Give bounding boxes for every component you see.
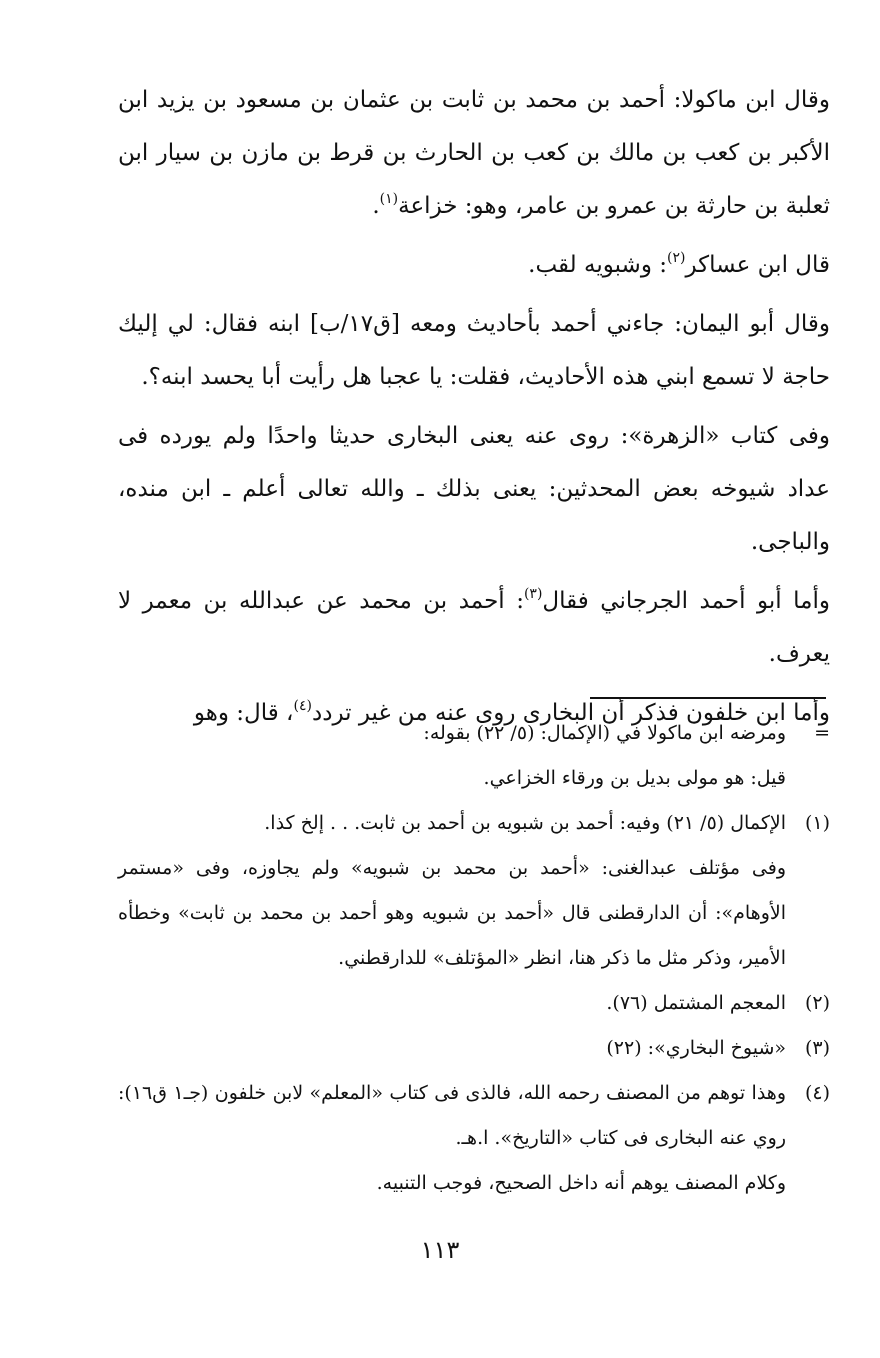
paragraph-2-end: : وشبويه لقب. [528, 252, 667, 278]
footnote-2 [118, 981, 830, 1026]
footnote-3 [118, 1026, 830, 1071]
main-text [118, 74, 830, 740]
footnote-ref-3: (٣) [523, 586, 543, 602]
footnote-1 [118, 801, 830, 981]
paragraph-4-text: وفى كتاب «الزهرة»: روى عنه يعنى البخارى حديثا واحدًا ولم يورده فى عداد شيوخه بعض المحدثين: يعنى بذلك ـ والله تعالى أعلم ـ ابن منده، والباجى. [118, 423, 830, 555]
paragraph-3 [118, 298, 830, 404]
footnote-body [118, 981, 786, 1026]
footnote-line: وفى مؤتلف عبدالغنى: «أحمد بن محمد بن شبويه» ولم يجاوزه، وفى «مستمر الأوهام»: أن الدارقطنى قال «أحمد بن شبويه وهو أحمد بن محمد بن ثابت» وخطأه الأمير، وذكر مثل ما ذكر هنا، انظر «المؤتلف» للدارقطني. [118, 857, 786, 969]
footnote-body [118, 1026, 786, 1071]
paragraph-3-text: وقال أبو اليمان: جاءني أحمد بأحاديث ومعه [ق١٧/ب] ابنه فقال: لي إليك حاجة لا تسمع ابني هذه الأحاديث، فقلت: يا عجبا هل رأيت أبا يحسد ابنه؟. [118, 311, 831, 390]
footnote-4 [118, 1071, 830, 1206]
footnote-ref-2: (٢) [667, 250, 686, 266]
footnotes [118, 711, 830, 1206]
footnote-ref-4: (٤) [293, 698, 312, 714]
footnote-line: المعجم المشتمل (٧٦). [606, 992, 786, 1014]
footnote-continued [118, 711, 830, 801]
footnote-line: وكلام المصنف يوهم أنه داخل الصحيح، فوجب التنبيه. [376, 1172, 786, 1194]
paragraph-6-end: ، قال: وهو [193, 700, 294, 726]
paragraph-2 [118, 239, 830, 292]
paragraph-5 [118, 575, 830, 681]
footnote-marker: (٢) [804, 992, 830, 1014]
footnote-marker: = [814, 722, 830, 744]
footnote-line: وهذا توهم من المصنف رحمه الله، فالذى فى كتاب «المعلم» لابن خلفون (جـ١ ق١٦): روي عنه البخارى فى كتاب «التاريخ». ا.هـ. [118, 1082, 787, 1149]
page-number: ١١٣ [420, 1236, 460, 1264]
paragraph-4 [118, 410, 830, 569]
footnote-separator [590, 697, 826, 699]
footnote-body [118, 711, 786, 801]
paragraph-1 [118, 74, 830, 233]
footnote-marker: (٣) [804, 1037, 830, 1059]
paragraph-2-text: قال ابن عساكر [685, 252, 830, 278]
paragraph-5-text: وأما أبو أحمد الجرجاني فقال [542, 588, 830, 614]
paragraph-5-end: : أحمد بن محمد عن عبدالله بن معمر لا يعرف. [118, 588, 830, 667]
footnote-marker: (٤) [804, 1082, 830, 1104]
footnote-line: قيل: هو مولى بديل بن ورقاء الخزاعي. [483, 767, 786, 789]
footnote-ref-1: (١) [379, 191, 399, 207]
paragraph-1-text: وقال ابن ماكولا: أحمد بن محمد بن ثابت بن عثمان بن مسعود بن يزيد ابن الأكبر بن كعب بن مالك بن كعب بن الحارث بن قرط بن مازن بن سيار ابن ثعلبة بن حارثة بن عمرو بن عامر، وهو: خزاعة [118, 87, 830, 219]
footnote-body [118, 1071, 786, 1206]
footnote-body [118, 801, 786, 981]
paragraph-1-end: . [372, 193, 380, 219]
paragraph-6-text: وأما ابن خلفون فذكر أن البخارى روى عنه من غير تردد [311, 700, 830, 726]
footnote-line: «شيوخ البخاري»: (٢٢) [606, 1037, 786, 1059]
footnote-line: ومرضه ابن ماكولا في (الإكمال: (٥/ ٢٢) بقوله: [423, 722, 786, 744]
footnote-marker: (١) [804, 812, 830, 834]
footnote-line: الإكمال (٥/ ٢١) وفيه: أحمد بن شبويه بن أحمد بن ثابت. . . إلخ كذا. [264, 812, 786, 834]
